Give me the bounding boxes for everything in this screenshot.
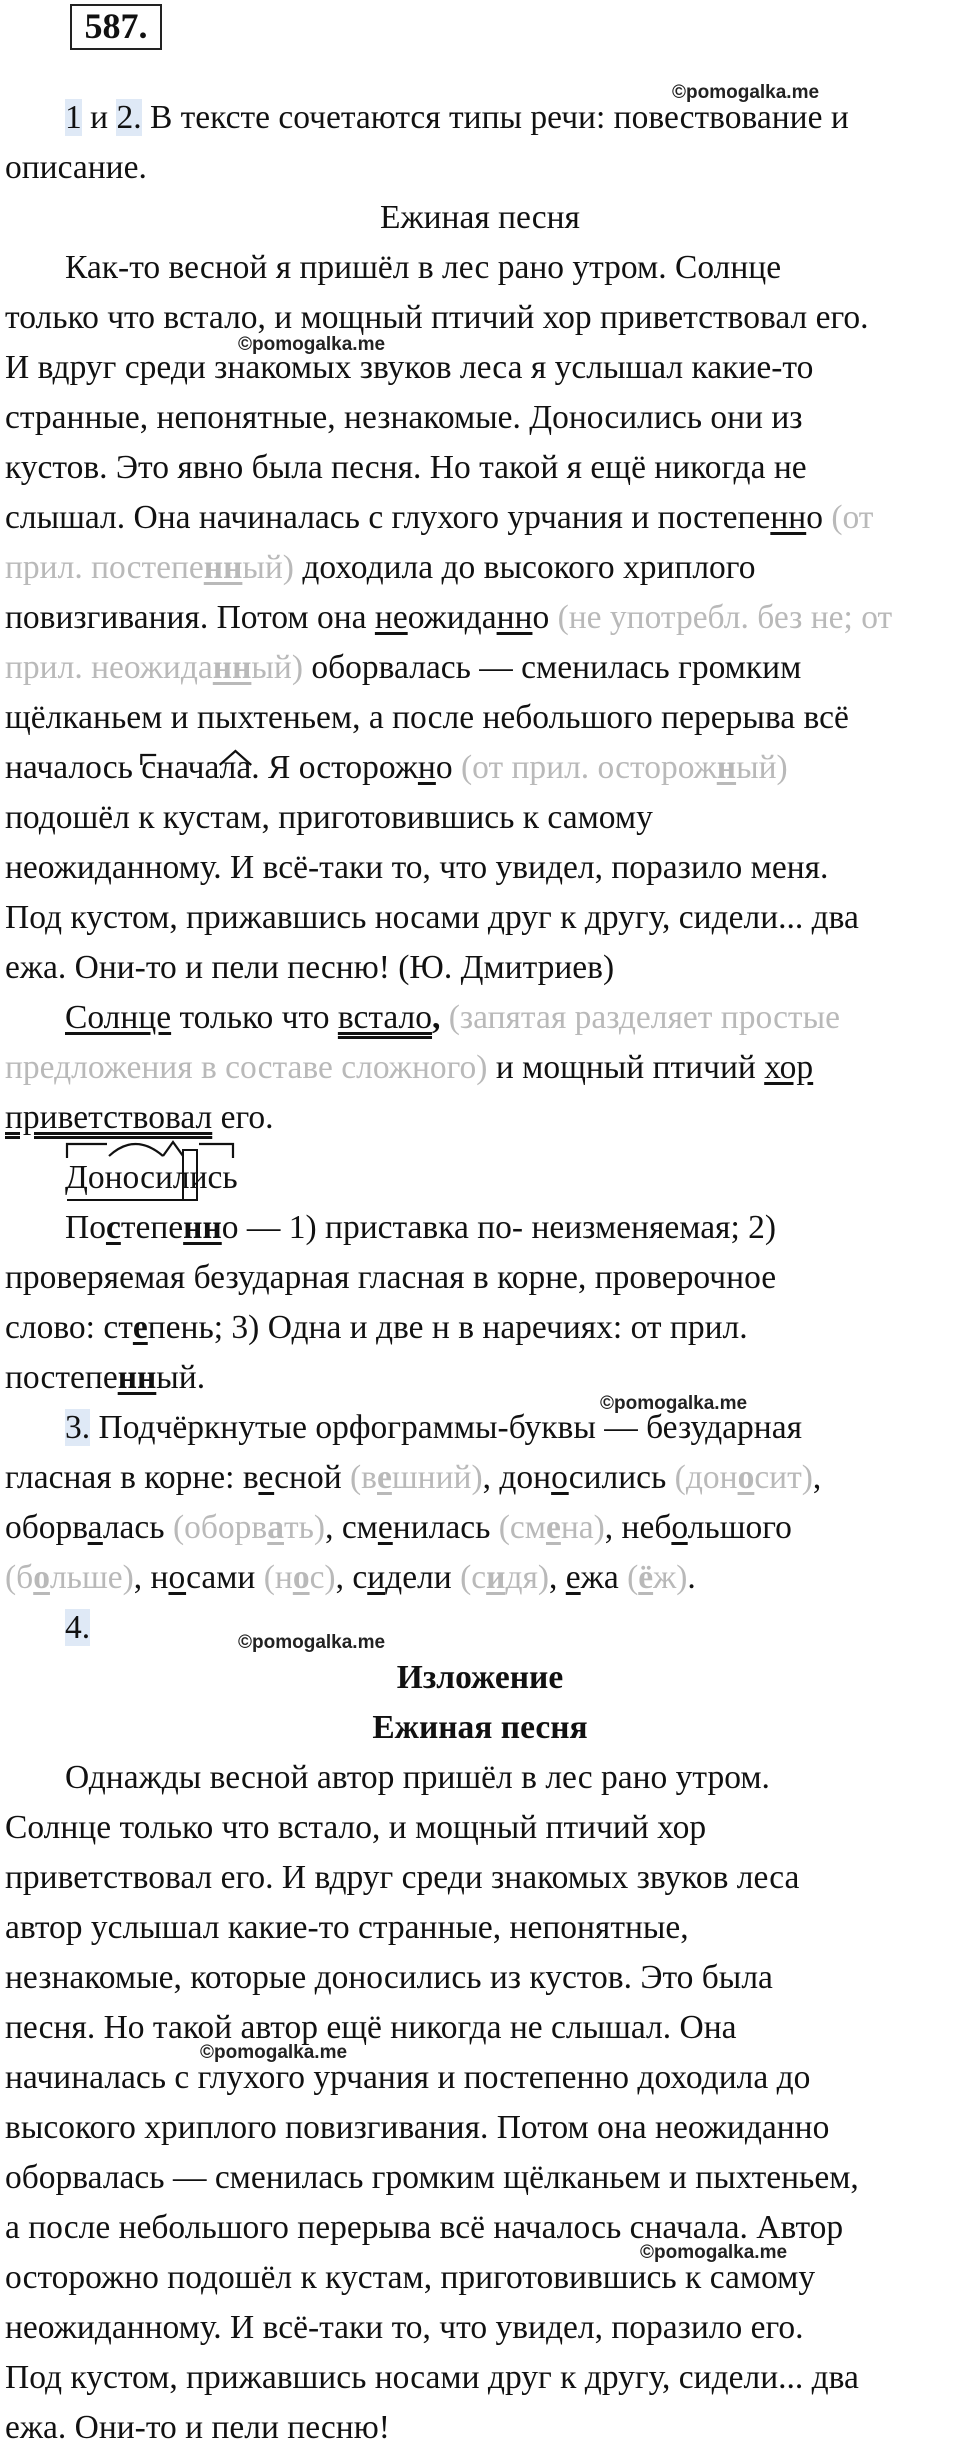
izlozhenie-line: песня. Но такой автор ещё никогда не слышал. Она xyxy=(5,2009,737,2046)
text-line: странные, непонятные, незнакомые. Доносились они из xyxy=(5,399,803,436)
text-line: только что встало, и мощный птичий хор приветствовал его. xyxy=(5,299,869,336)
predicate: приветствовал xyxy=(5,1099,213,1136)
text-line: ежа. Они-то и пели песню! (Ю. Дмитриев) xyxy=(5,949,615,986)
watermark: ©pomogalka.me xyxy=(672,82,820,103)
spelling-line-2: проверяемая безударная гласная в корне, проверочное xyxy=(5,1259,777,1296)
text-title: Ежиная песня xyxy=(380,199,580,236)
text-line: слышал. Она начиналась с глухого урчания и постепенно (от xyxy=(5,499,874,536)
subject: Солнце xyxy=(65,999,172,1036)
text-line: И вдруг среди знакомых звуков леса я услышал какие-то xyxy=(5,349,814,386)
izlozhenie-line: Под кустом, прижавшись носами друг к другу, сидели... два xyxy=(5,2359,859,2396)
subject: хор xyxy=(764,1049,814,1086)
syntax-line-3: приветствовал его. xyxy=(5,1099,274,1136)
p3-line-2: гласная в корне: весной (вешний), доносились (доносит), xyxy=(5,1459,822,1496)
izlozhenie-line: приветствовал его. И вдруг среди знакомых звуков леса xyxy=(5,1859,800,1896)
watermark: ©pomogalka.me xyxy=(238,334,386,355)
spelling-line-3: слово: степень; 3) Одна и две н в наречиях: от прил. xyxy=(5,1309,748,1346)
point-4-marker: 4. xyxy=(65,1609,91,1646)
p3-line-1: 3. Подчёркнутые орфограммы-буквы — безударная xyxy=(65,1409,802,1446)
task-number: 587. xyxy=(70,4,162,50)
watermark: ©pomogalka.me xyxy=(640,2242,788,2263)
watermark: ©pomogalka.me xyxy=(238,1632,386,1653)
text-line: прил. постепенный) доходила до высокого хриплого xyxy=(5,549,756,586)
p4-line xyxy=(65,1606,90,1650)
point-1-marker: 1 xyxy=(65,99,82,136)
p3-line-3: оборвалась (оборвать), сменилась (смена), небольшого xyxy=(5,1509,792,1546)
spelling-line-4: постепенный. xyxy=(5,1359,206,1396)
text-line: кустов. Это явно была песня. Но такой я ещё никогда не xyxy=(5,449,807,486)
izlozhenie-line: Однажды весной автор пришёл в лес рано утром. xyxy=(65,1759,770,1796)
izlozhenie-line: автор услышал какие-то странные, непонятные, xyxy=(5,1909,689,1946)
text-line: Как-то весной я пришёл в лес рано утром. Солнце xyxy=(65,249,782,286)
izlozhenie-line: высокого хриплого повизгивания. Потом она неожиданно xyxy=(5,2109,830,2146)
point-2-marker: 2. xyxy=(116,99,142,136)
text-line: неожиданному. И всё-таки то, что увидел, поразило меня. xyxy=(5,849,829,886)
text-line: подошёл к кустам, приготовившись к самому xyxy=(5,799,653,836)
point-3-marker: 3. xyxy=(65,1409,91,1446)
izlozhenie-line: а после небольшого перерыва всё началось сначала. Автор xyxy=(5,2209,844,2246)
izlozhenie-line: осторожно подошёл к кустам, приготовившись к самому xyxy=(5,2259,816,2296)
izlozhenie-line: начиналась с глухого урчания и постепенно доходила до xyxy=(5,2059,811,2096)
izlozhenie-line: незнакомые, которые доносились из кустов. Это была xyxy=(5,1959,773,1996)
izlozhenie-line: оборвалась — сменилась громким щёлканьем и пыхтеньем, xyxy=(5,2159,859,2196)
syntax-line-1: Солнце только что встало, (запятая разделяет простые xyxy=(65,999,840,1036)
text-line: повизгивания. Потом она неожиданно (не употребл. без не; от xyxy=(5,599,893,636)
syntax-line-2: предложения в составе сложного) и мощный птичий хор xyxy=(5,1049,814,1086)
izlozhenie-title: Ежиная песня xyxy=(372,1709,588,1746)
izlozhenie-line: неожиданному. И всё-таки то, что увидел, поразило его. xyxy=(5,2309,804,2346)
izlozhenie-line: Солнце только что встало, и мощный птичий хор xyxy=(5,1809,707,1846)
watermark: ©pomogalka.me xyxy=(600,1393,748,1414)
text-line: началось сначала. Я осторожно (от прил. осторожный) xyxy=(5,749,788,786)
izlozhenie-line: ежа. Они-то и пели песню! xyxy=(5,2409,390,2446)
predicate: встало xyxy=(337,999,433,1036)
intro-line-1: 1 и 2. В тексте сочетаются типы речи: повествование и xyxy=(65,99,849,136)
spelling-line-1: Постепенно — 1) приставка по- неизменяемая; 2) xyxy=(65,1209,777,1246)
izlozhenie-heading: Изложение xyxy=(396,1659,564,1696)
text-line: прил. неожиданный) оборвалась — сменилась громким xyxy=(5,649,802,686)
morpheme-word: Доносились xyxy=(65,1159,238,1196)
text-line: щёлканьем и пыхтеньем, а после небольшого перерыва всё xyxy=(5,699,849,736)
watermark: ©pomogalka.me xyxy=(200,2042,348,2063)
intro-line-2: описание. xyxy=(5,149,147,186)
p3-line-4: (больше), носами (нос), сидели (сидя), ежа (ёж). xyxy=(5,1559,696,1596)
text-line: Под кустом, прижавшись носами друг к другу, сидели... два xyxy=(5,899,859,936)
